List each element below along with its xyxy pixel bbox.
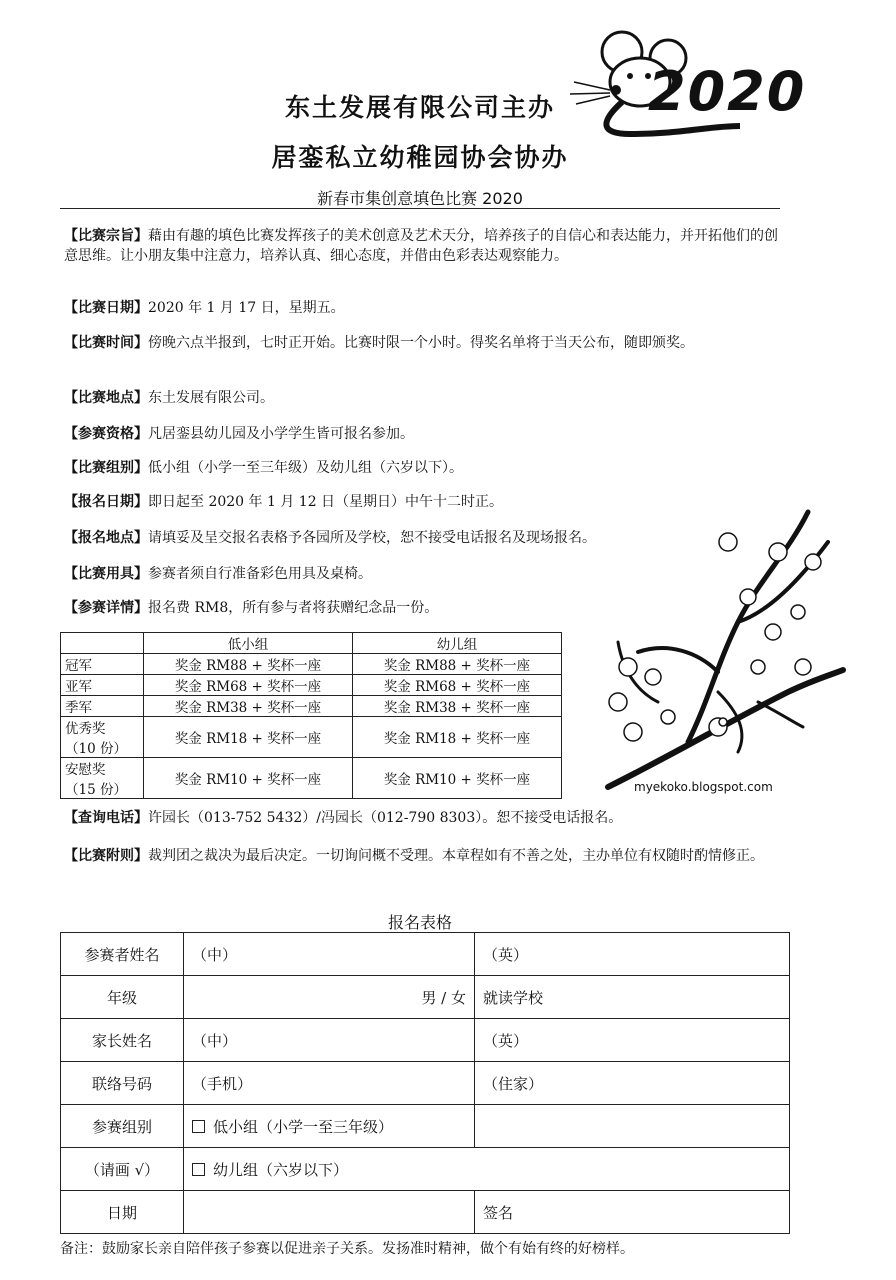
date-label: 日期: [61, 1191, 184, 1234]
rule-text: 参赛者须自行准备彩色用具及桌椅。: [148, 566, 372, 582]
parent-label: 家长姓名: [61, 1019, 184, 1062]
event-title: 新春市集创意填色比赛 2020: [317, 189, 523, 208]
rule-text: 藉由有趣的填色比赛发挥孩子的美术创意及艺术天分，培养孩子的自信心和表达能力，并开拓他们的创意思维。让小朋友集中注意力，培养认真、细心态度，并借由色彩表达观察能力。: [64, 228, 778, 264]
rank-cell: [61, 717, 144, 758]
group-hint: （请画 √）: [61, 1148, 184, 1191]
prize-cell: 奖金 RM68 + 奖杯一座: [353, 675, 562, 696]
group-low-label: 低小组（小学一至三年级）: [213, 1117, 394, 1136]
rule-label: 【比赛宗旨】: [64, 228, 148, 244]
name-label: 参赛者姓名: [61, 933, 184, 976]
appendix-info: [64, 846, 784, 866]
title-divider: [60, 208, 780, 209]
table-header-cell: 幼儿组: [353, 633, 562, 654]
rank-count: （10 份）: [65, 741, 127, 757]
prize-cell: 奖金 RM10 + 奖杯一座: [144, 758, 353, 799]
rule-purpose: [64, 226, 784, 266]
rule-text: 即日起至 2020 年 1 月 12 日（星期日）中午十二时正。: [148, 494, 504, 510]
rule-date: [64, 298, 784, 318]
parent-en-field[interactable]: （英）: [475, 1019, 790, 1062]
contact-label: 【查询电话】: [64, 810, 148, 826]
blog-credit: myekoko.blogspot.com: [634, 780, 773, 794]
table-row: [61, 696, 562, 717]
contact-text: 许园长（013-752 5432）/冯园长（012-790 8303）。恕不接受电话报名。: [148, 810, 623, 826]
rule-venue: [64, 388, 784, 408]
prize-cell: 奖金 RM10 + 奖杯一座: [353, 758, 562, 799]
rule-text: 凡居銮县幼儿园及小学学生皆可报名参加。: [148, 426, 414, 442]
signature-field[interactable]: 签名: [475, 1191, 790, 1234]
rank-cell: 季军: [61, 696, 144, 717]
prize-cell: 奖金 RM68 + 奖杯一座: [144, 675, 353, 696]
rule-text: 低小组（小学一至三年级）及幼儿组（六岁以下）。: [148, 460, 463, 476]
rule-label: 【参赛资格】: [64, 426, 148, 442]
rank-cell: [61, 758, 144, 799]
prize-cell: 奖金 RM18 + 奖杯一座: [353, 717, 562, 758]
rank-count: （15 份）: [65, 782, 127, 798]
table-header-row: [61, 633, 562, 654]
appendix-text: 裁判团之裁决为最后决定。一切询问概不受理。本章程如有不善之处，主办单位有权随时酌情修正。: [148, 848, 764, 864]
rank-name: 优秀奖: [65, 721, 106, 737]
group-low-option[interactable]: [184, 1105, 475, 1148]
plum-blossom-illustration: [598, 502, 848, 792]
co-organizer-title: 居銮私立幼稚园协会协办: [271, 143, 569, 172]
prize-cell: 奖金 RM38 + 奖杯一座: [144, 696, 353, 717]
footer-note: 备注：鼓励家长亲自陪伴孩子参赛以促进亲子关系。发扬准时精神，做个有始有终的好榜样。: [60, 1241, 634, 1257]
rule-label: 【比赛组别】: [64, 460, 148, 476]
rule-label: 【比赛时间】: [64, 335, 148, 351]
group-kids-option[interactable]: [184, 1148, 790, 1191]
gender-field[interactable]: 男 / 女: [184, 976, 475, 1019]
rank-name: 安慰奖: [65, 762, 106, 778]
registration-form: [60, 932, 790, 1234]
mobile-field[interactable]: （手机）: [184, 1062, 475, 1105]
rule-text: 报名费 RM8，所有参与者将获赠纪念品一份。: [148, 600, 439, 616]
organizer-title: 东土发展有限公司主办: [284, 93, 555, 122]
table-header-cell: [61, 633, 144, 654]
logo-year: 2020: [648, 60, 807, 123]
checkbox-icon[interactable]: [192, 1163, 205, 1176]
rule-label: 【比赛地点】: [64, 390, 148, 406]
table-row: [61, 675, 562, 696]
rule-text: 东土发展有限公司。: [148, 390, 274, 406]
name-en-field[interactable]: （英）: [475, 933, 790, 976]
appendix-label: 【比赛附则】: [64, 848, 148, 864]
home-phone-field[interactable]: （住家）: [475, 1062, 790, 1105]
rule-eligibility: [64, 424, 784, 444]
name-cn-field[interactable]: （中）: [184, 933, 475, 976]
rule-label: 【参赛详情】: [64, 600, 148, 616]
rule-label: 【比赛日期】: [64, 300, 148, 316]
date-field[interactable]: [184, 1191, 475, 1234]
table-row: [61, 717, 562, 758]
prize-table: [60, 632, 562, 799]
rule-label: 【报名地点】: [64, 530, 148, 546]
prize-cell: 奖金 RM38 + 奖杯一座: [353, 696, 562, 717]
phone-label: 联络号码: [61, 1062, 184, 1105]
group-kids-label: 幼儿组（六岁以下）: [213, 1160, 349, 1179]
parent-cn-field[interactable]: （中）: [184, 1019, 475, 1062]
school-field[interactable]: 就读学校: [475, 976, 790, 1019]
rule-text: 傍晚六点半报到，七时正开始。比赛时限一个小时。得奖名单将于当天公布，随即颁奖。: [148, 335, 694, 351]
prize-cell: 奖金 RM88 + 奖杯一座: [353, 654, 562, 675]
rank-cell: 亚军: [61, 675, 144, 696]
table-row: [61, 758, 562, 799]
group-label: 参赛组别: [61, 1105, 184, 1148]
grade-label: 年级: [61, 976, 184, 1019]
rank-cell: 冠军: [61, 654, 144, 675]
rule-label: 【报名日期】: [64, 494, 148, 510]
rule-text: 请填妥及呈交报名表格予各园所及学校，恕不接受电话报名及现场报名。: [148, 530, 596, 546]
checkbox-icon[interactable]: [192, 1120, 205, 1133]
rule-text: 2020 年 1 月 17 日，星期五。: [148, 300, 345, 316]
rule-time: [64, 333, 784, 353]
group-empty-cell: [475, 1105, 790, 1148]
form-title: 报名表格: [387, 913, 452, 932]
prize-cell: 奖金 RM18 + 奖杯一座: [144, 717, 353, 758]
table-row: [61, 654, 562, 675]
table-header-cell: 低小组: [144, 633, 353, 654]
contact-info: [64, 808, 784, 828]
prize-cell: 奖金 RM88 + 奖杯一座: [144, 654, 353, 675]
rule-groups: [64, 458, 784, 478]
rule-label: 【比赛用具】: [64, 566, 148, 582]
